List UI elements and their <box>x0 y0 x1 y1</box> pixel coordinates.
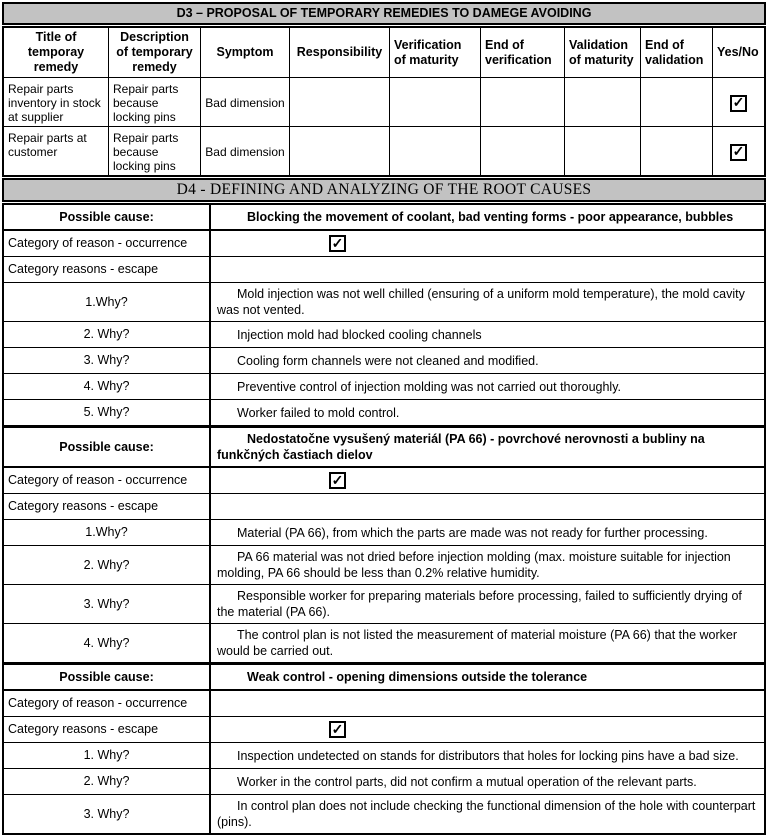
column-header-verification-of-maturity: Verification of maturity <box>390 28 481 77</box>
why-answer-text: Cooling form channels were not cleaned and modified. <box>237 353 539 368</box>
why-row <box>4 624 764 663</box>
category-escape-value <box>211 717 764 742</box>
remedy-description-cell: Repair parts because locking pins <box>109 78 201 126</box>
why-row <box>4 400 764 426</box>
possible-cause-text: Weak control - opening dimensions outside the tolerance <box>247 670 588 684</box>
why-label: 1.Why? <box>4 283 211 321</box>
table-row <box>4 78 764 127</box>
why-label: 4. Why? <box>4 374 211 399</box>
why-answer-text: Material (PA 66), from which the parts are made was not ready for further processing. <box>237 525 708 540</box>
category-escape-row <box>4 494 764 520</box>
why-answer <box>211 520 764 545</box>
remedy-description-cell: Repair parts because locking pins <box>109 127 201 175</box>
possible-cause-text: Blocking the movement of coolant, bad venting forms - poor appearance, bubbles <box>247 210 734 224</box>
column-header-title: Title of temporay remedy <box>4 28 109 77</box>
why-row <box>4 283 764 322</box>
why-answer-text: Injection mold had blocked cooling channels <box>237 327 482 342</box>
category-occurrence-value <box>211 231 764 256</box>
why-label: 2. Why? <box>4 546 211 584</box>
responsibility-cell <box>290 127 390 175</box>
why-row <box>4 795 764 833</box>
why-answer-text: Responsible worker for preparing materials before processing, failed to sufficiently drying of the material (PA 66). <box>217 589 742 619</box>
check-icon: ✓ <box>331 471 344 488</box>
category-escape-label: Category reasons - escape <box>4 494 211 519</box>
possible-cause-value <box>211 665 764 689</box>
symptom-cell: Bad dimension <box>201 78 290 126</box>
possible-cause-label: Possible cause: <box>4 428 211 466</box>
why-label: 3. Why? <box>4 585 211 623</box>
column-header-validation-of-maturity: Validation of maturity <box>565 28 641 77</box>
why-answer-text: The control plan is not listed the measurement of material moisture (PA 66) that the worker would be carried out. <box>217 628 737 658</box>
d4-section-title: D4 - DEFINING AND ANALYZING OF THE ROOT CAUSES <box>2 178 766 202</box>
possible-cause-text: Nedostatočne vysušený materiál (PA 66) - povrchové nerovnosti a bubliny na funkčných častiach dielov <box>217 432 705 462</box>
category-escape-row <box>4 717 764 743</box>
validation-of-maturity-cell <box>565 127 641 175</box>
why-answer-text: Worker in the control parts, did not confirm a mutual operation of the relevant parts. <box>237 774 697 789</box>
why-answer <box>211 374 764 399</box>
yes-no-cell <box>713 127 764 175</box>
d3-remedies-table <box>2 26 766 177</box>
why-answer <box>211 795 764 833</box>
end-of-validation-cell <box>641 78 713 126</box>
why-answer-text: In control plan does not include checking the functional dimension of the hole with counterpart (pins). <box>217 799 756 829</box>
category-occurrence-label: Category of reason - occurrence <box>4 231 211 256</box>
column-header-description: Description of temporary remedy <box>109 28 201 77</box>
category-occurrence-row <box>4 468 764 494</box>
column-header-yes-no: Yes/No <box>717 45 759 59</box>
why-row <box>4 546 764 585</box>
verification-of-maturity-cell <box>390 78 481 126</box>
category-occurrence-row <box>4 691 764 717</box>
why-answer <box>211 400 764 425</box>
category-occurrence-label: Category of reason - occurrence <box>4 691 211 716</box>
why-answer <box>211 348 764 373</box>
category-escape-label: Category reasons - escape <box>4 717 211 742</box>
why-label: 3. Why? <box>4 795 211 833</box>
category-occurrence-value <box>211 468 764 493</box>
checked-checkbox-icon[interactable] <box>329 235 346 252</box>
column-header-end-of-validation: End of validation <box>641 28 713 77</box>
category-occurrence-row <box>4 231 764 257</box>
why-answer <box>211 546 764 584</box>
why-answer <box>211 283 764 321</box>
category-escape-label: Category reasons - escape <box>4 257 211 282</box>
column-header-end-of-verification: End of verification <box>481 28 565 77</box>
checked-checkbox-icon[interactable] <box>329 472 346 489</box>
why-answer <box>211 743 764 768</box>
why-label: 4. Why? <box>4 624 211 662</box>
why-answer <box>211 585 764 623</box>
check-icon: ✓ <box>732 94 745 110</box>
why-label: 2. Why? <box>4 322 211 347</box>
d4-root-cause-table <box>2 203 766 835</box>
why-answer-text: Worker failed to mold control. <box>237 405 400 420</box>
validation-of-maturity-cell <box>565 78 641 126</box>
check-icon: ✓ <box>732 143 745 159</box>
possible-cause-value <box>211 205 764 229</box>
verification-of-maturity-cell <box>390 127 481 175</box>
why-answer <box>211 322 764 347</box>
why-answer-text: PA 66 material was not dried before injection molding (max. moisture suitable for injection molding, PA 66 should be less than 0.2% relative humidity. <box>217 550 731 580</box>
why-row <box>4 769 764 795</box>
possible-cause-label: Possible cause: <box>4 665 211 689</box>
end-of-verification-cell <box>481 127 565 175</box>
possible-cause-value <box>211 428 764 466</box>
check-icon: ✓ <box>331 720 344 737</box>
check-icon: ✓ <box>331 234 344 251</box>
why-row <box>4 743 764 769</box>
column-header-responsibility: Responsibility <box>290 28 390 77</box>
why-answer-text: Mold injection was not well chilled (ensuring of a uniform mold temperature), the mold cavity was not vented. <box>217 287 745 317</box>
why-row <box>4 374 764 400</box>
why-row <box>4 585 764 624</box>
category-occurrence-value <box>211 691 764 716</box>
why-label: 1. Why? <box>4 743 211 768</box>
why-row <box>4 520 764 546</box>
possible-cause-row <box>4 205 764 231</box>
category-occurrence-label: Category of reason - occurrence <box>4 468 211 493</box>
end-of-verification-cell <box>481 78 565 126</box>
checked-checkbox-icon[interactable] <box>730 95 747 112</box>
why-label: 5. Why? <box>4 400 211 425</box>
report-page <box>2 2 766 835</box>
column-header-symptom: Symptom <box>201 28 290 77</box>
remedy-title-cell: Repair parts at customer <box>4 127 109 175</box>
table-row <box>4 127 764 175</box>
why-answer-text: Inspection undetected on stands for distributors that holes for locking pins have a bad size. <box>237 748 739 763</box>
why-answer <box>211 769 764 794</box>
symptom-cell: Bad dimension <box>201 127 290 175</box>
yes-no-cell <box>713 78 764 126</box>
possible-cause-label: Possible cause: <box>4 205 211 229</box>
why-answer <box>211 624 764 662</box>
category-escape-value <box>211 257 764 282</box>
d3-header-row <box>4 28 764 78</box>
category-escape-value <box>211 494 764 519</box>
checked-checkbox-icon[interactable] <box>329 721 346 738</box>
why-row <box>4 348 764 374</box>
possible-cause-row <box>4 426 764 468</box>
why-answer-text: Preventive control of injection molding was not carried out thoroughly. <box>237 379 622 394</box>
why-label: 3. Why? <box>4 348 211 373</box>
why-row <box>4 322 764 348</box>
responsibility-cell <box>290 78 390 126</box>
end-of-validation-cell <box>641 127 713 175</box>
remedy-title-cell: Repair parts inventory in stock at supplier <box>4 78 109 126</box>
why-label: 2. Why? <box>4 769 211 794</box>
d3-section-title: D3 – PROPOSAL OF TEMPORARY REMEDIES TO DAMEGE AVOIDING <box>2 2 766 25</box>
possible-cause-row <box>4 663 764 691</box>
category-escape-row <box>4 257 764 283</box>
why-label: 1.Why? <box>4 520 211 545</box>
checked-checkbox-icon[interactable] <box>730 144 747 161</box>
